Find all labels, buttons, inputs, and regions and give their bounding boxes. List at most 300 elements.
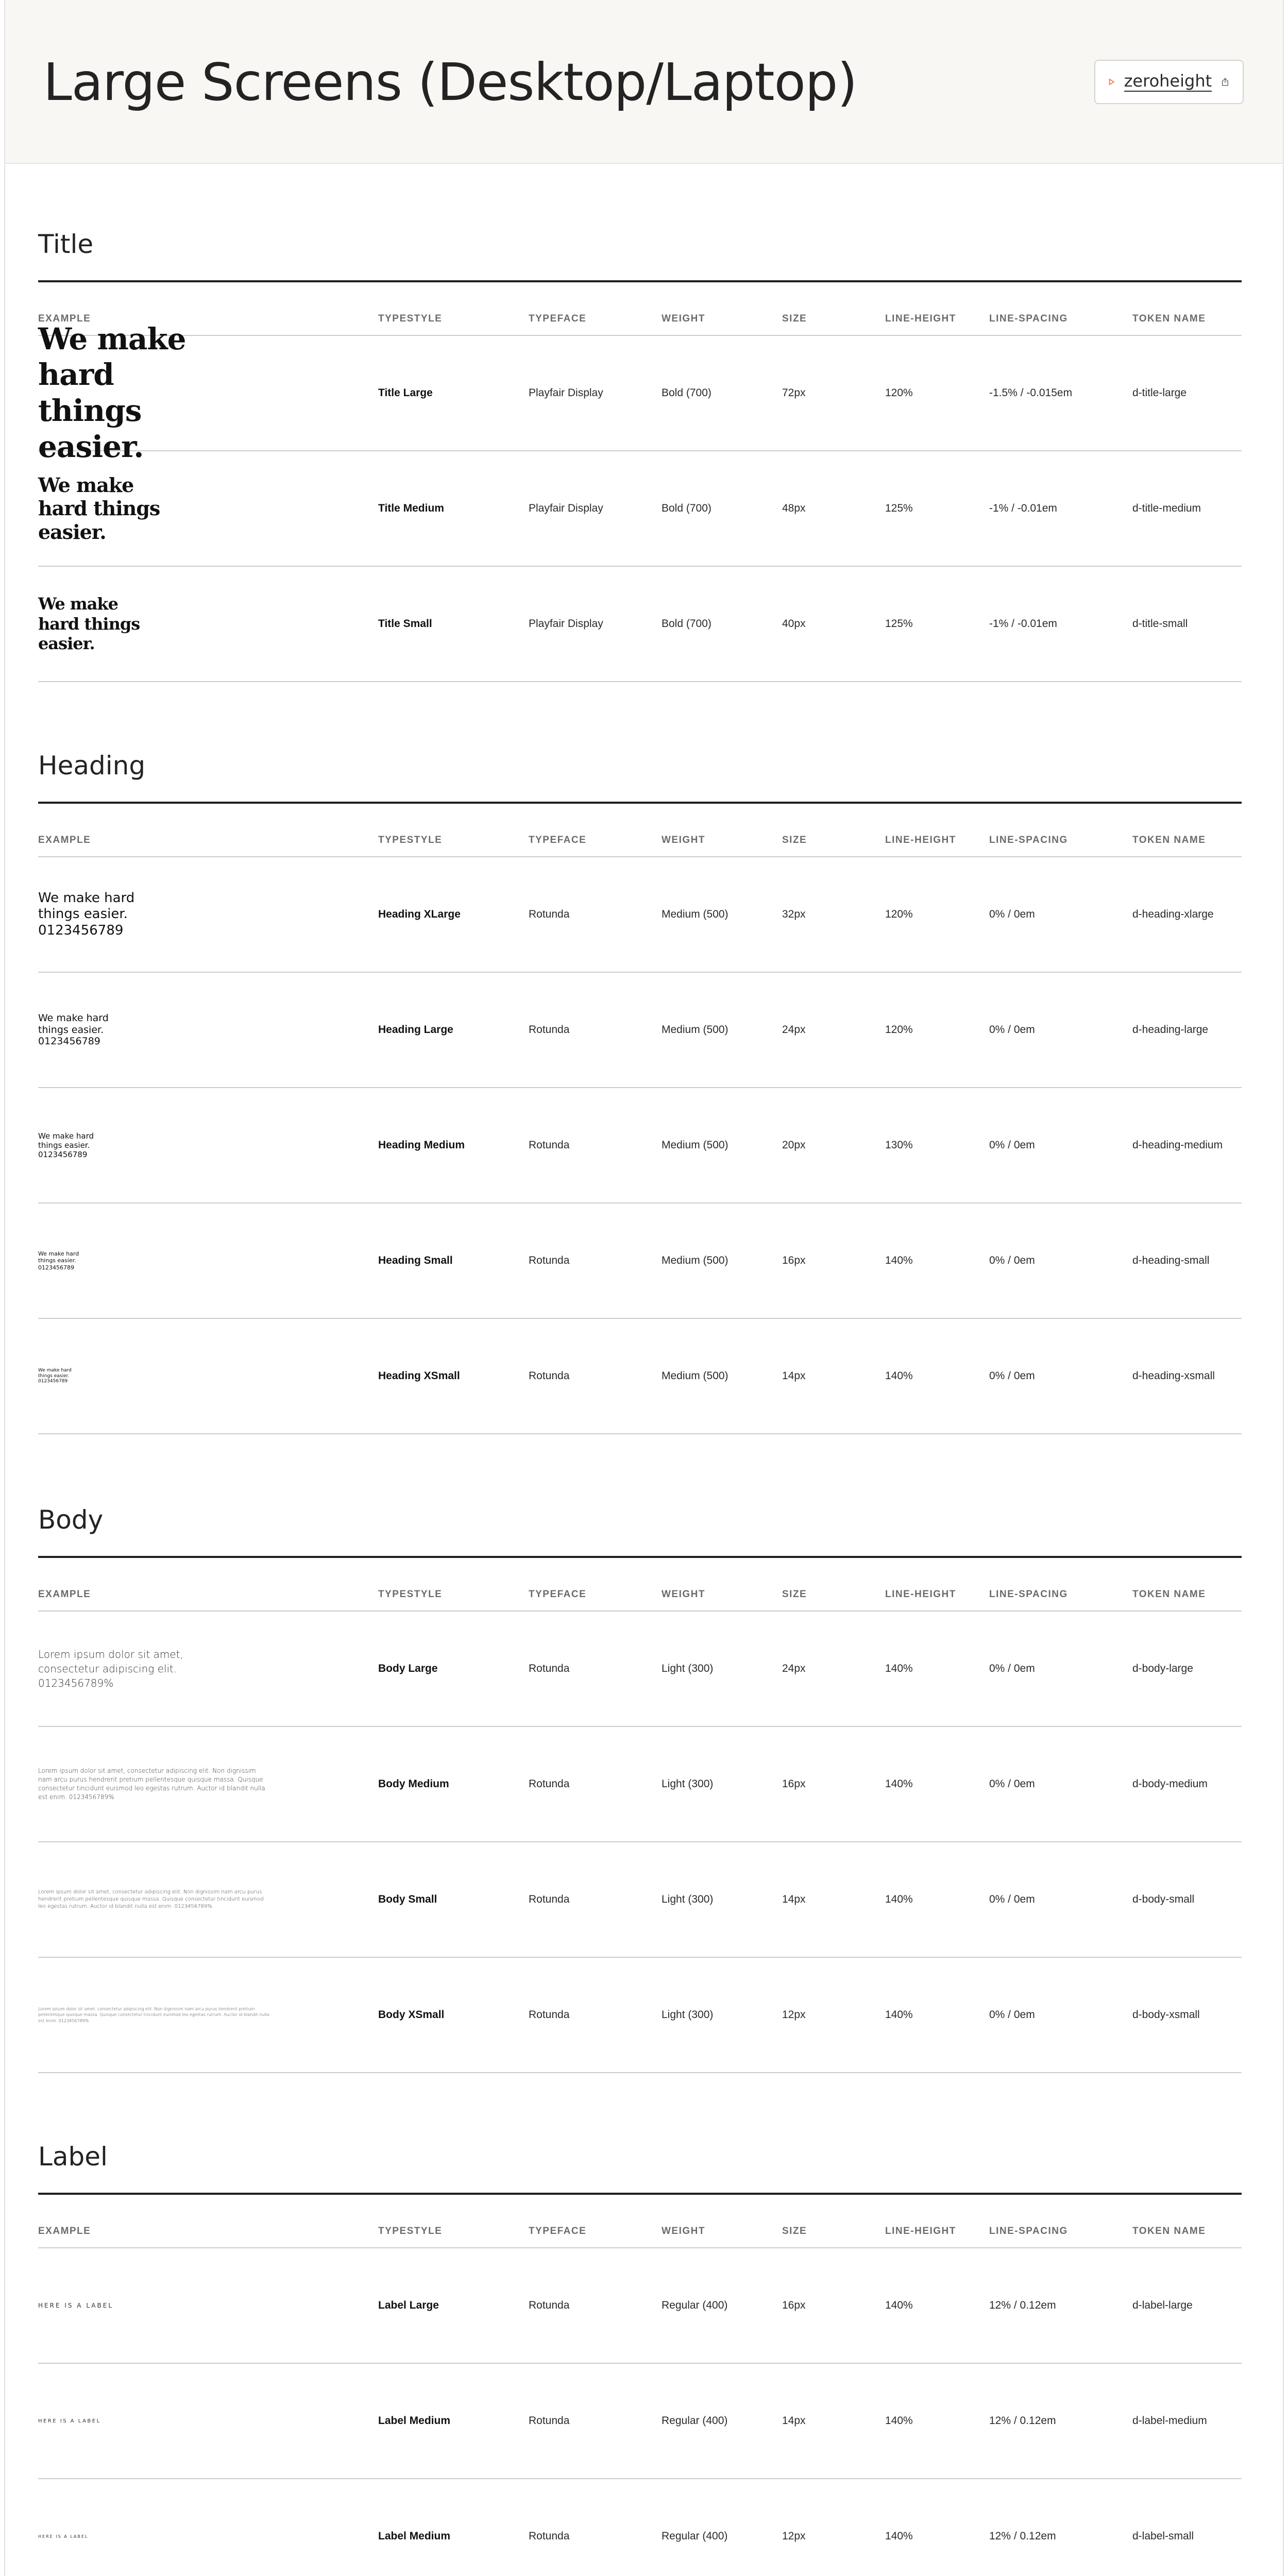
table-row: [38, 1204, 1242, 1319]
cell-token: [1132, 567, 1188, 681]
cell-text: Heading XSmall: [378, 1370, 460, 1382]
cell-text: Heading Small: [378, 1255, 453, 1266]
cell-text: d-heading-xsmall: [1132, 1370, 1215, 1382]
cell-text: 130%: [885, 1139, 913, 1151]
cell-text: Title Medium: [378, 502, 444, 514]
cell-typestyle: [378, 2364, 450, 2478]
column-header-example: EXAMPLE: [38, 313, 91, 324]
cell-text: d-body-xsmall: [1132, 2009, 1200, 2021]
column-header-size: SIZE: [782, 313, 807, 324]
cell-typestyle: [378, 1727, 449, 1841]
cell-text: 20px: [782, 1139, 806, 1151]
cell-example: [38, 1319, 358, 1433]
cell-weight: [662, 1727, 713, 1841]
table-row: [38, 1319, 1242, 1434]
cell-example: [38, 1612, 358, 1726]
cell-token: [1132, 2364, 1207, 2478]
cell-text: 140%: [885, 2530, 913, 2542]
cell-size: [782, 1727, 806, 1841]
cell-weight: [662, 857, 728, 972]
cell-text: 14px: [782, 1893, 806, 1905]
cell-text: 0% / 0em: [989, 1893, 1035, 1905]
cell-weight: [662, 2364, 727, 2478]
cell-text: Label Medium: [378, 2530, 451, 2542]
cell-text: d-label-large: [1132, 2299, 1193, 2311]
type-specimen: Lorem ipsum dolor sit amet, consectetur adipiscing elit. Non dignissim nam arcu purus hendrerit pretium pellentesque quisque massa. Quisque consectetur tincidunt euismod leo egestas rutrum. Auctor id blandit nulla est enim. 0123456789%: [38, 1889, 264, 1909]
cell-text: d-label-small: [1132, 2530, 1194, 2542]
column-header-token: TOKEN NAME: [1132, 313, 1206, 324]
cell-text: -1% / -0.01em: [989, 502, 1057, 514]
section-heading: [38, 750, 1242, 1434]
cell-text: d-heading-medium: [1132, 1139, 1223, 1151]
cell-text: Medium (500): [662, 1370, 728, 1382]
cell-text: 14px: [782, 2415, 806, 2427]
cell-token: [1132, 1612, 1193, 1726]
cell-size: [782, 973, 806, 1087]
cell-text: Label Large: [378, 2299, 439, 2311]
cell-weight: [662, 1319, 728, 1433]
cell-text: Medium (500): [662, 1255, 728, 1266]
cell-text: Medium (500): [662, 1024, 728, 1036]
cell-line-height: [885, 567, 913, 681]
cell-text: Heading Large: [378, 1024, 453, 1036]
section-title: Body: [38, 1505, 104, 1535]
cell-text: 12px: [782, 2009, 806, 2021]
cell-text: 48px: [782, 502, 806, 514]
cell-example: [38, 1727, 358, 1841]
cell-text: Rotunda: [529, 2415, 570, 2427]
cell-example: [38, 2364, 358, 2478]
column-header-size: SIZE: [782, 2226, 807, 2236]
cell-text: Regular (400): [662, 2530, 728, 2542]
cell-text: Rotunda: [529, 1255, 570, 1266]
cell-text: Rotunda: [529, 2299, 570, 2311]
type-specimen: HERE IS A LABEL: [38, 2534, 89, 2539]
cell-text: -1% / -0.01em: [989, 618, 1057, 630]
column-header-typeface: TYPEFACE: [529, 313, 587, 324]
cell-line-height: [885, 973, 913, 1087]
type-specimen: We make hard things easier. 0123456789: [38, 1131, 94, 1159]
cell-typestyle: [378, 1319, 460, 1433]
section-label: [38, 2141, 1242, 2576]
cell-example: [38, 2479, 358, 2576]
cell-text: Rotunda: [529, 1778, 570, 1790]
cell-typeface: [529, 973, 569, 1087]
cell-size: [782, 857, 806, 972]
cell-typeface: [529, 1958, 569, 2072]
cell-text: 140%: [885, 1778, 913, 1790]
page-header: [5, 0, 1283, 164]
cell-text: d-title-small: [1132, 618, 1188, 630]
cell-line-height: [885, 1612, 913, 1726]
cell-size: [782, 567, 806, 681]
section-title: [38, 229, 1242, 682]
cell-text: 32px: [782, 908, 806, 920]
section-title: Title: [38, 229, 94, 259]
cell-text: Body Medium: [378, 1778, 449, 1790]
cell-line-spacing: [989, 1204, 1035, 1318]
cell-token: [1132, 2248, 1193, 2363]
cell-weight: [662, 1088, 728, 1202]
cell-text: d-label-medium: [1132, 2415, 1207, 2427]
cell-size: [782, 1958, 806, 2072]
cell-typeface: [529, 2364, 569, 2478]
cell-text: d-title-medium: [1132, 502, 1201, 514]
cell-text: d-body-small: [1132, 1893, 1195, 1905]
cell-text: Rotunda: [529, 2009, 570, 2021]
brand-name: zeroheight: [1124, 71, 1212, 91]
cell-text: 0% / 0em: [989, 1663, 1035, 1674]
cell-text: 140%: [885, 2009, 913, 2021]
column-header-example: EXAMPLE: [38, 2226, 91, 2236]
cell-text: Title Small: [378, 618, 432, 630]
column-header-typestyle: TYPESTYLE: [378, 1589, 443, 1600]
cell-text: Light (300): [662, 1663, 714, 1674]
type-specimen: We make hard things easier. 0123456789: [38, 1367, 72, 1384]
cell-typeface: [529, 1088, 569, 1202]
cell-text: 125%: [885, 618, 913, 630]
column-header-line-spacing: LINE-SPACING: [989, 1589, 1068, 1600]
column-header-token: TOKEN NAME: [1132, 1589, 1206, 1600]
cell-token: [1132, 1204, 1209, 1318]
cell-text: Title Large: [378, 387, 433, 399]
cell-size: [782, 1088, 806, 1202]
cell-text: Heading Medium: [378, 1139, 465, 1151]
cell-typeface: [529, 567, 603, 681]
cell-text: 16px: [782, 1778, 806, 1790]
cell-text: Label Medium: [378, 2415, 451, 2427]
cell-text: Bold (700): [662, 618, 711, 630]
cell-text: 140%: [885, 1893, 913, 1905]
cell-typestyle: [378, 451, 444, 566]
cell-text: -1.5% / -0.015em: [989, 387, 1073, 399]
table-row: [38, 1958, 1242, 2073]
cell-line-spacing: [989, 2364, 1056, 2478]
cell-text: 16px: [782, 2299, 806, 2311]
cell-weight: [662, 2248, 727, 2363]
cell-text: d-body-large: [1132, 1663, 1193, 1674]
cell-token: [1132, 1727, 1208, 1841]
table-row: [38, 1088, 1242, 1204]
section-title: Label: [38, 2142, 108, 2172]
cell-line-height: [885, 2479, 913, 2576]
cell-example: [38, 1088, 358, 1202]
cell-line-height: [885, 1958, 913, 2072]
cell-typestyle: [378, 567, 432, 681]
cell-typeface: [529, 2479, 569, 2576]
cell-line-spacing: [989, 1842, 1035, 1957]
cell-line-height: [885, 2364, 913, 2478]
cell-text: 0% / 0em: [989, 908, 1035, 920]
cell-example: [38, 973, 358, 1087]
cell-text: 14px: [782, 1370, 806, 1382]
cell-typeface: [529, 336, 603, 450]
cell-text: Light (300): [662, 1893, 714, 1905]
cell-token: [1132, 336, 1187, 450]
cell-text: d-title-large: [1132, 387, 1187, 399]
cell-text: 0% / 0em: [989, 2009, 1035, 2021]
cell-line-spacing: [989, 336, 1072, 450]
cell-typestyle: [378, 1842, 437, 1957]
cell-example: [38, 2248, 358, 2363]
cell-text: 40px: [782, 618, 806, 630]
cell-typeface: [529, 1842, 569, 1957]
cell-text: 0% / 0em: [989, 1778, 1035, 1790]
cell-weight: [662, 1204, 728, 1318]
type-specimen: HERE IS A LABEL: [38, 2418, 101, 2424]
cell-text: 24px: [782, 1663, 806, 1674]
column-header-example: EXAMPLE: [38, 1589, 91, 1600]
cell-line-height: [885, 2248, 913, 2363]
cell-text: 72px: [782, 387, 806, 399]
cell-size: [782, 336, 806, 450]
cell-text: Light (300): [662, 1778, 714, 1790]
cell-text: Rotunda: [529, 1139, 570, 1151]
cell-text: 12px: [782, 2530, 806, 2542]
cell-typestyle: [378, 1612, 438, 1726]
cell-token: [1132, 2479, 1194, 2576]
cell-text: 140%: [885, 2299, 913, 2311]
cell-line-height: [885, 336, 913, 450]
table-header: [38, 804, 1242, 857]
cell-size: [782, 1204, 806, 1318]
cell-text: Medium (500): [662, 908, 728, 920]
column-header-typestyle: TYPESTYLE: [378, 2226, 443, 2236]
cell-text: Light (300): [662, 2009, 714, 2021]
table-row: [38, 2479, 1242, 2576]
cell-text: Rotunda: [529, 908, 570, 920]
cell-weight: [662, 973, 728, 1087]
cell-size: [782, 2364, 806, 2478]
cell-typestyle: [378, 336, 433, 450]
cell-token: [1132, 857, 1214, 972]
cell-line-height: [885, 1088, 913, 1202]
cell-token: [1132, 1958, 1200, 2072]
cell-example: [38, 1842, 358, 1957]
type-specimen: HERE IS A LABEL: [38, 2302, 114, 2309]
cell-example: [38, 1204, 358, 1318]
table-row: [38, 1612, 1242, 1727]
cell-token: [1132, 451, 1201, 566]
cell-token: [1132, 1088, 1223, 1202]
table-header: [38, 2195, 1242, 2248]
cell-line-spacing: [989, 2479, 1056, 2576]
cell-typestyle: [378, 1088, 465, 1202]
column-header-typeface: TYPEFACE: [529, 835, 587, 845]
table-row: [38, 321, 1242, 464]
cell-text: Medium (500): [662, 1139, 728, 1151]
cell-line-height: [885, 1727, 913, 1841]
cell-typestyle: [378, 857, 461, 972]
cell-text: Rotunda: [529, 1663, 570, 1674]
cell-text: 12% / 0.12em: [989, 2415, 1056, 2427]
cell-weight: [662, 1958, 713, 2072]
column-header-line-height: LINE-HEIGHT: [885, 835, 956, 845]
cell-typeface: [529, 1319, 569, 1433]
cell-text: Bold (700): [662, 387, 711, 399]
column-header-weight: WEIGHT: [662, 835, 705, 845]
table-row: [38, 567, 1242, 682]
column-header-line-spacing: LINE-SPACING: [989, 2226, 1068, 2236]
cell-line-spacing: [989, 1088, 1035, 1202]
cell-weight: [662, 451, 711, 566]
cell-text: Bold (700): [662, 502, 711, 514]
column-header-weight: WEIGHT: [662, 1589, 705, 1600]
cell-typestyle: [378, 1204, 453, 1318]
cell-text: Rotunda: [529, 1893, 570, 1905]
cell-size: [782, 2479, 806, 2576]
cell-typeface: [529, 2248, 569, 2363]
cell-typestyle: [378, 1958, 444, 2072]
cell-typestyle: [378, 973, 453, 1087]
type-specimen: We make hard things easier. 0123456789: [38, 1250, 79, 1271]
column-header-example: EXAMPLE: [38, 835, 91, 845]
cell-text: 0% / 0em: [989, 1024, 1035, 1036]
table-row: [38, 2248, 1242, 2364]
cell-text: 125%: [885, 502, 913, 514]
cell-text: Playfair Display: [529, 502, 603, 514]
cell-typeface: [529, 451, 603, 566]
column-header-line-spacing: LINE-SPACING: [989, 313, 1068, 324]
cell-text: Rotunda: [529, 1024, 570, 1036]
cell-token: [1132, 973, 1208, 1087]
cell-weight: [662, 567, 711, 681]
cell-text: Regular (400): [662, 2299, 728, 2311]
page-title: Large Screens (Desktop/Laptop): [43, 52, 857, 112]
cell-text: 120%: [885, 1024, 913, 1036]
type-specimen: Lorem ipsum dolor sit amet, consectetur adipiscing elit. 0123456789%: [38, 1648, 183, 1689]
section-title: Heading: [38, 751, 146, 781]
column-header-typestyle: TYPESTYLE: [378, 835, 443, 845]
cell-size: [782, 2248, 806, 2363]
cell-text: 16px: [782, 1255, 806, 1266]
cell-typeface: [529, 1727, 569, 1841]
share-icon: [1221, 74, 1229, 90]
cell-text: 24px: [782, 1024, 806, 1036]
table-row: [38, 451, 1242, 567]
table-row: [38, 973, 1242, 1088]
cell-text: 0% / 0em: [989, 1139, 1035, 1151]
cell-line-spacing: [989, 973, 1035, 1087]
cell-typestyle: [378, 2248, 439, 2363]
type-specimen: We make hard things easier.: [38, 321, 186, 464]
cell-typeface: [529, 1612, 569, 1726]
cell-weight: [662, 336, 711, 450]
cell-text: Rotunda: [529, 2530, 570, 2542]
table-row: [38, 2364, 1242, 2479]
cell-line-height: [885, 1204, 913, 1318]
cell-example: [38, 451, 358, 566]
cell-line-height: [885, 857, 913, 972]
cell-text: Body XSmall: [378, 2009, 445, 2021]
cell-typestyle: [378, 2479, 450, 2576]
cell-line-spacing: [989, 567, 1057, 681]
cell-size: [782, 1612, 806, 1726]
cell-size: [782, 1319, 806, 1433]
cell-token: [1132, 1842, 1194, 1957]
type-specimen: We make hard things easier. 0123456789: [38, 890, 135, 938]
cell-line-spacing: [989, 1727, 1035, 1841]
column-header-line-height: LINE-HEIGHT: [885, 2226, 956, 2236]
cell-weight: [662, 1612, 713, 1726]
cell-line-spacing: [989, 2248, 1056, 2363]
cell-text: Playfair Display: [529, 618, 603, 630]
column-header-size: SIZE: [782, 1589, 807, 1600]
cell-text: d-body-medium: [1132, 1778, 1208, 1790]
column-header-line-spacing: LINE-SPACING: [989, 835, 1068, 845]
cell-weight: [662, 2479, 727, 2576]
column-header-weight: WEIGHT: [662, 2226, 705, 2236]
zeroheight-logo-icon: [1109, 75, 1115, 89]
cell-text: 140%: [885, 1255, 913, 1266]
table-row: [38, 1727, 1242, 1842]
cell-example: [38, 1958, 358, 2072]
type-specimen: We make hard things easier. 0123456789: [38, 1012, 109, 1047]
column-header-line-height: LINE-HEIGHT: [885, 313, 956, 324]
cell-typeface: [529, 1204, 569, 1318]
table-row: [38, 1842, 1242, 1958]
cell-text: 140%: [885, 2415, 913, 2427]
section-body: [38, 1504, 1242, 2073]
column-header-line-height: LINE-HEIGHT: [885, 1589, 956, 1600]
table-header: [38, 1558, 1242, 1612]
cell-typeface: [529, 857, 569, 972]
cell-text: 120%: [885, 387, 913, 399]
cell-text: d-heading-large: [1132, 1024, 1209, 1036]
cell-example: [38, 857, 358, 972]
type-specimen: We make hard things easier.: [38, 594, 140, 654]
cell-line-height: [885, 1319, 913, 1433]
cell-text: 140%: [885, 1370, 913, 1382]
zeroheight-link-button[interactable]: [1094, 60, 1244, 104]
cell-text: 0% / 0em: [989, 1370, 1035, 1382]
cell-token: [1132, 1319, 1215, 1433]
cell-text: Body Large: [378, 1663, 438, 1674]
cell-text: d-heading-small: [1132, 1255, 1210, 1266]
cell-text: 120%: [885, 908, 913, 920]
cell-text: Regular (400): [662, 2415, 728, 2427]
cell-text: 140%: [885, 1663, 913, 1674]
cell-text: 12% / 0.12em: [989, 2530, 1056, 2542]
type-specimen: Lorem ipsum dolor sit amet, consectetur adipiscing elit. Non dignissim nam arcu purus hendrerit pretium pellentesque quisque massa. Quisque consectetur tincidunt euismod leo egestas rutrum. Auctor id blandit nulla est enim. 0123456789%: [38, 2007, 269, 2023]
cell-text: Heading XLarge: [378, 908, 461, 920]
cell-text: Body Small: [378, 1893, 437, 1905]
column-header-token: TOKEN NAME: [1132, 835, 1206, 845]
cell-size: [782, 1842, 806, 1957]
cell-line-spacing: [989, 1612, 1035, 1726]
cell-example: [38, 567, 358, 681]
column-header-typestyle: TYPESTYLE: [378, 313, 443, 324]
column-header-typeface: TYPEFACE: [529, 1589, 587, 1600]
column-header-size: SIZE: [782, 835, 807, 845]
cell-text: 12% / 0.12em: [989, 2299, 1056, 2311]
cell-weight: [662, 1842, 713, 1957]
table-row: [38, 857, 1242, 973]
cell-text: Rotunda: [529, 1370, 570, 1382]
type-specimen: Lorem ipsum dolor sit amet, consectetur adipiscing elit. Non dignissim nam arcu purus hendrerit pretium pellentesque quisque massa. Quisque consectetur tincidunt euismod leo egestas rutrum. Auctor id blandit nulla est enim. 0123456789%: [38, 1767, 265, 1801]
cell-text: 0% / 0em: [989, 1255, 1035, 1266]
column-header-typeface: TYPEFACE: [529, 2226, 587, 2236]
cell-line-height: [885, 451, 913, 566]
column-header-weight: WEIGHT: [662, 313, 705, 324]
column-header-token: TOKEN NAME: [1132, 2226, 1206, 2236]
cell-text: d-heading-xlarge: [1132, 908, 1214, 920]
cell-size: [782, 451, 806, 566]
cell-text: Playfair Display: [529, 387, 603, 399]
cell-line-height: [885, 1842, 913, 1957]
cell-line-spacing: [989, 1319, 1035, 1433]
cell-line-spacing: [989, 451, 1057, 566]
